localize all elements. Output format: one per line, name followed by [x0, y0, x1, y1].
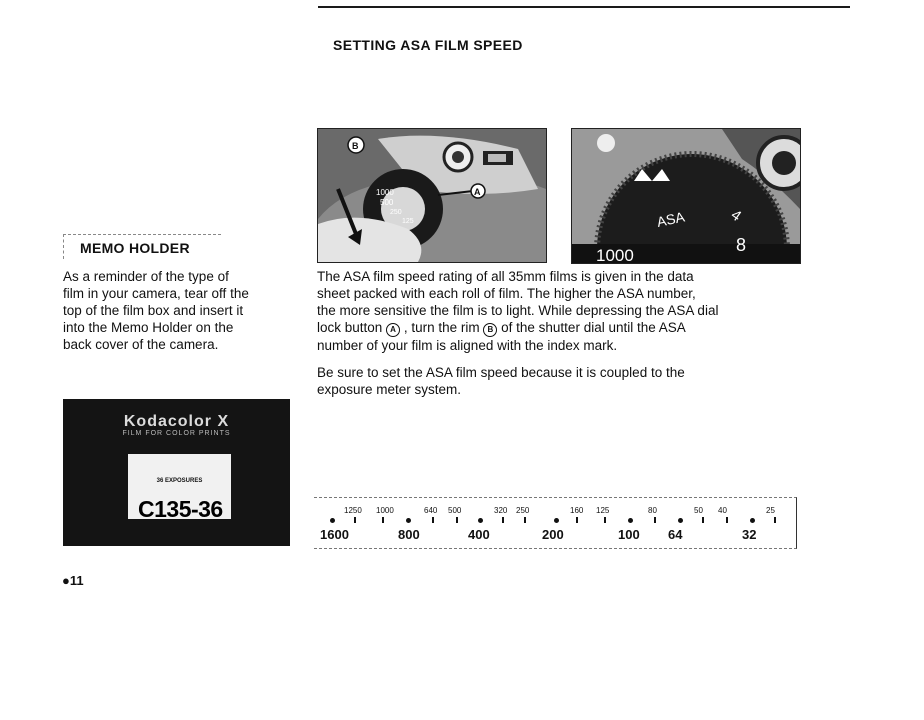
scale-top-label: 320 [494, 506, 508, 515]
asa-scale [314, 497, 797, 549]
memo-line: As a reminder of the type of [63, 269, 229, 284]
scale-dot-mark [750, 518, 755, 523]
scale-bottom-label: 32 [742, 527, 757, 542]
dial-1000-label: 1000 [376, 188, 394, 197]
warning-line: Be sure to set the ASA film speed because it is coupled to the [317, 365, 685, 380]
scale-tick-mark [726, 517, 728, 523]
instruction-line-with-buttons [317, 319, 799, 337]
instruction-line: the more sensitive the film is to light. While depressing the ASA dial [317, 303, 719, 318]
scale-dot-mark [478, 518, 483, 523]
scale-bottom-label: 400 [468, 527, 490, 542]
memo-line: top of the film box and insert it [63, 303, 244, 318]
scale-tick-mark [576, 517, 578, 523]
scale-tick-mark [432, 517, 434, 523]
memo-line: back cover of the camera. [63, 337, 219, 352]
top-rule [318, 6, 850, 8]
warning-line: exposure meter system. [317, 382, 462, 397]
scale-bottom-label: 100 [618, 527, 640, 542]
asa-warning [317, 364, 799, 398]
scale-tick-mark [702, 517, 704, 523]
scale-top-label: 500 [448, 506, 462, 515]
film-box-top-image [63, 399, 290, 546]
asa-readout: 1000 [596, 246, 634, 263]
scale-top-label: 125 [596, 506, 610, 515]
instruction-fragment: lock button [317, 320, 383, 335]
scale-tick-mark [382, 517, 384, 523]
asa-dial-label: ASA [655, 208, 687, 230]
film-label-panel [128, 454, 231, 522]
scale-tick-mark [502, 517, 504, 523]
scale-tick-mark [774, 517, 776, 523]
scale-dot-mark [554, 518, 559, 523]
scale-tick-mark [456, 517, 458, 523]
callout-b-label: B [352, 141, 359, 151]
film-code: C135-36 [138, 496, 223, 522]
dial-500-label: 500 [380, 198, 394, 207]
instruction-line: number of your film is aligned with the index mark. [317, 338, 618, 353]
scale-top-label: 640 [424, 506, 438, 515]
callout-a-label: A [474, 187, 481, 197]
dial-250-label: 250 [390, 209, 402, 216]
scale-bottom-label: 1600 [320, 527, 349, 542]
instruction-line: The ASA film speed rating of all 35mm films is given in the data [317, 269, 694, 284]
scale-tick-mark [604, 517, 606, 523]
scale-top-label: 250 [516, 506, 530, 515]
page-number: ●11 [62, 573, 84, 588]
film-brand: Kodacolor X [123, 413, 230, 430]
scale-tick-mark [654, 517, 656, 523]
scale-top-label: 1250 [344, 506, 362, 515]
asa-instructions [317, 268, 799, 354]
instruction-line: sheet packed with each roll of film. The higher the ASA number, [317, 286, 696, 301]
scale-top-label: 80 [648, 506, 657, 515]
scale-tick-mark [354, 517, 356, 523]
scale-dot-mark [330, 518, 335, 523]
instruction-fragment: of the shutter dial until the ASA [501, 320, 686, 335]
button-b-symbol: B [483, 323, 497, 337]
memo-holder-title: MEMO HOLDER [80, 240, 190, 256]
scale-tick-mark [524, 517, 526, 523]
instruction-fragment: , turn the rim [403, 320, 480, 335]
memo-line: film in your camera, tear off the [63, 286, 249, 301]
scale-dot-mark [406, 518, 411, 523]
scale-dot-mark [678, 518, 683, 523]
scale-top-label: 1000 [376, 506, 394, 515]
page-heading: SETTING ASA FILM SPEED [333, 37, 523, 53]
dial-number-8: 8 [736, 235, 747, 255]
scale-dot-mark [628, 518, 633, 523]
film-subtitle: FILM FOR COLOR PRINTS [122, 430, 231, 437]
scale-top-label: 25 [766, 506, 775, 515]
button-a-symbol: A [386, 323, 400, 337]
scale-top-label: 40 [718, 506, 727, 515]
scale-bottom-label: 800 [398, 527, 420, 542]
scale-bottom-label: 64 [668, 527, 683, 542]
film-exposures: 36 EXPOSURES [156, 478, 203, 484]
dial-number-4: 4 [727, 206, 745, 226]
asa-dial-closeup-photo [571, 128, 801, 264]
camera-dial-photo [317, 128, 547, 263]
memo-holder-text [63, 268, 291, 353]
scale-top-label: 50 [694, 506, 703, 515]
memo-line: into the Memo Holder on the [63, 320, 234, 335]
scale-top-label: 160 [570, 506, 584, 515]
dial-125-label: 125 [402, 218, 414, 225]
scale-bottom-label: 200 [542, 527, 564, 542]
